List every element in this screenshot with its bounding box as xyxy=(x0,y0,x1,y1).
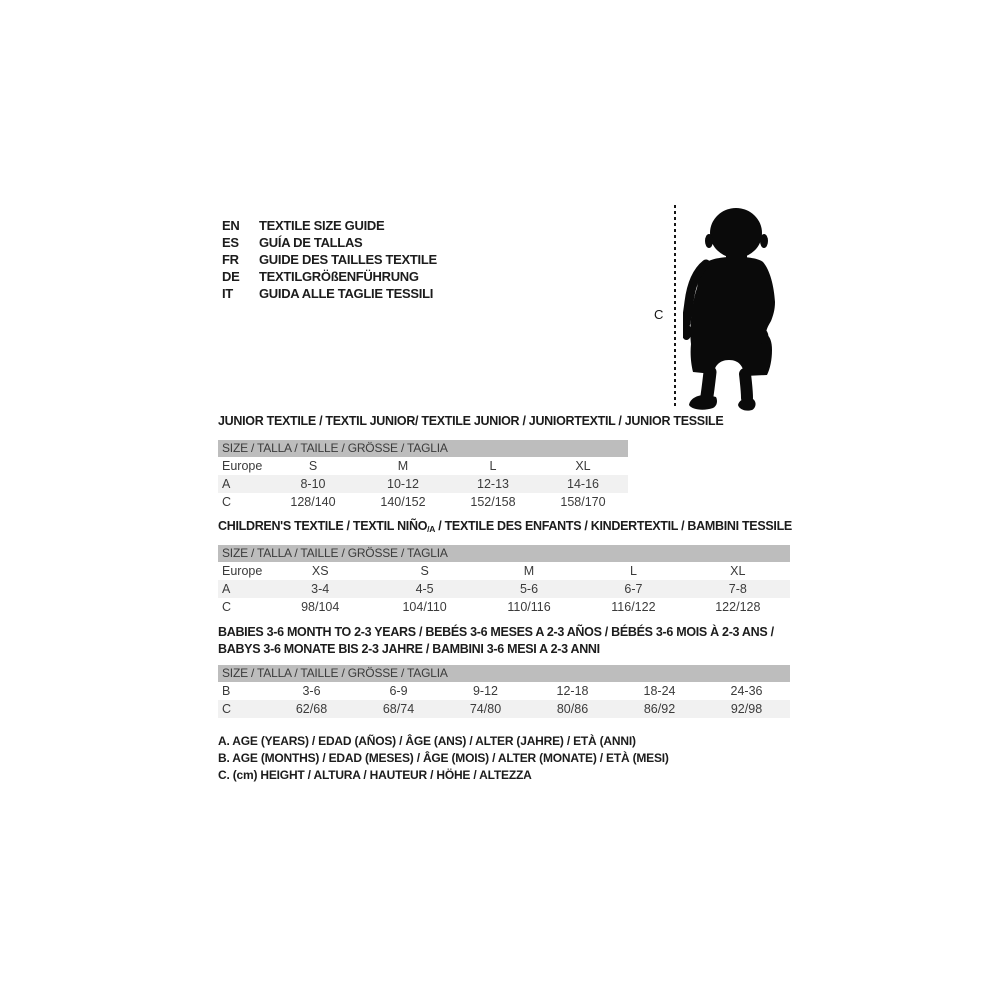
table-row xyxy=(218,493,628,511)
row-label: B xyxy=(222,684,231,698)
junior-section-title: JUNIOR TEXTILE / TEXTIL JUNIOR/ TEXTILE JUNIOR / JUNIORTEXTIL / JUNIOR TESSILE xyxy=(218,414,724,428)
language-code: ES xyxy=(222,235,239,250)
table-row xyxy=(218,457,628,475)
cell-value: 62/68 xyxy=(295,702,328,716)
cell-value: 5-6 xyxy=(519,582,539,596)
cell-value: L xyxy=(489,459,497,473)
cell-value: 158/170 xyxy=(560,495,606,509)
language-label: GUIDA ALLE TAGLIE TESSILI xyxy=(259,286,434,301)
cell-value: 9-12 xyxy=(472,684,499,698)
cell-value: XL xyxy=(575,459,591,473)
language-label: GUIDE DES TAILLES TEXTILE xyxy=(259,252,437,267)
babies-section-title xyxy=(218,624,774,658)
cell-value: 122/128 xyxy=(715,600,761,614)
measure-label-c: C xyxy=(654,307,664,322)
row-label: C xyxy=(222,495,232,509)
row-label: A xyxy=(222,582,231,596)
cell-value: 4-5 xyxy=(415,582,434,596)
toddler-silhouette-icon xyxy=(683,206,775,412)
cell-value: S xyxy=(308,459,318,473)
table-row xyxy=(218,700,790,718)
row-label: Europe xyxy=(222,459,263,473)
cell-value: 92/98 xyxy=(730,702,763,716)
babies-title-line1: BABIES 3-6 MONTH TO 2-3 YEARS / BEBÉS 3-6 MESES A 2-3 AÑOS / BÉBÉS 3-6 MOIS À 2-3 ANS / xyxy=(218,625,774,639)
table-row xyxy=(218,475,628,493)
cell-value: 12-18 xyxy=(556,684,589,698)
language-row xyxy=(222,217,437,234)
language-code: IT xyxy=(222,286,233,301)
language-row xyxy=(222,234,437,251)
cell-value: 3-4 xyxy=(311,582,330,596)
legend-line-b: B. AGE (MONTHS) / EDAD (MESES) / ÂGE (MOIS) / ALTER (MONATE) / ETÀ (MESI) xyxy=(218,751,669,765)
cell-value: 68/74 xyxy=(382,702,415,716)
row-label: Europe xyxy=(222,564,263,578)
cell-value: M xyxy=(397,459,409,473)
cell-value: 14-16 xyxy=(567,477,599,491)
cell-value: 86/92 xyxy=(643,702,676,716)
cell-value: 98/104 xyxy=(301,600,340,614)
cell-value: 10-12 xyxy=(387,477,419,491)
cell-value: 128/140 xyxy=(290,495,336,509)
cell-value: XL xyxy=(730,564,746,578)
row-label: A xyxy=(222,477,231,491)
table-row xyxy=(218,562,790,580)
language-label: TEXTILE SIZE GUIDE xyxy=(259,218,385,233)
row-label: C xyxy=(222,600,232,614)
size-header-bar: SIZE / TALLA / TAILLE / GRÖSSE / TAGLIA xyxy=(218,440,628,457)
cell-value: 110/116 xyxy=(507,600,551,614)
language-row xyxy=(222,268,437,285)
language-label: GUÍA DE TALLAS xyxy=(259,235,363,250)
cell-value: 74/80 xyxy=(469,702,502,716)
height-measure-line xyxy=(674,205,676,407)
row-label: C xyxy=(222,702,232,716)
cell-value: 116/122 xyxy=(611,600,656,614)
children-section-title xyxy=(218,519,792,534)
cell-value: 140/152 xyxy=(380,495,426,509)
cell-value: M xyxy=(523,564,535,578)
children-title-prefix: CHILDREN'S TEXTILE / TEXTIL NIÑO xyxy=(218,519,428,533)
children-title-suffix: / TEXTILE DES ENFANTS / KINDERTEXTIL / BAMBINI TESSILE xyxy=(435,519,792,533)
cell-value: S xyxy=(420,564,429,578)
language-code: FR xyxy=(222,252,239,267)
legend-line-c: C. (cm) HEIGHT / ALTURA / HAUTEUR / HÖHE / ALTEZZA xyxy=(218,768,532,782)
cell-value: 80/86 xyxy=(556,702,589,716)
cell-value: XS xyxy=(311,564,329,578)
cell-value: 7-8 xyxy=(728,582,747,596)
measurement-legend xyxy=(218,733,669,784)
table-row xyxy=(218,682,790,700)
cell-value: 18-24 xyxy=(643,684,676,698)
legend-line-a: A. AGE (YEARS) / EDAD (AÑOS) / ÂGE (ANS) / ALTER (JAHRE) / ETÀ (ANNI) xyxy=(218,734,636,748)
language-guide xyxy=(222,217,437,302)
language-row xyxy=(222,251,437,268)
cell-value: 24-36 xyxy=(730,684,763,698)
cell-value: 8-10 xyxy=(300,477,326,491)
cell-value: 3-6 xyxy=(302,684,321,698)
babies-title-line2: BABYS 3-6 MONATE BIS 2-3 JAHRE / BAMBINI 3-6 MESI A 2-3 ANNI xyxy=(218,642,600,656)
language-label: TEXTILGRÖßENFÜHRUNG xyxy=(259,269,419,284)
children-size-table xyxy=(218,545,790,616)
cell-value: 12-13 xyxy=(477,477,509,491)
table-row xyxy=(218,580,790,598)
junior-size-table xyxy=(218,440,628,511)
cell-value: 104/110 xyxy=(402,600,447,614)
size-header-bar: SIZE / TALLA / TAILLE / GRÖSSE / TAGLIA xyxy=(218,665,790,682)
size-header-bar: SIZE / TALLA / TAILLE / GRÖSSE / TAGLIA xyxy=(218,545,790,562)
table-row xyxy=(218,598,790,616)
children-title-subscript: /A xyxy=(427,524,436,534)
cell-value: 6-9 xyxy=(389,684,408,698)
babies-size-table xyxy=(218,665,790,718)
cell-value: 152/158 xyxy=(470,495,516,509)
language-row xyxy=(222,285,437,302)
language-code: DE xyxy=(222,269,240,284)
cell-value: L xyxy=(629,564,637,578)
cell-value: 6-7 xyxy=(624,582,643,596)
language-code: EN xyxy=(222,218,240,233)
